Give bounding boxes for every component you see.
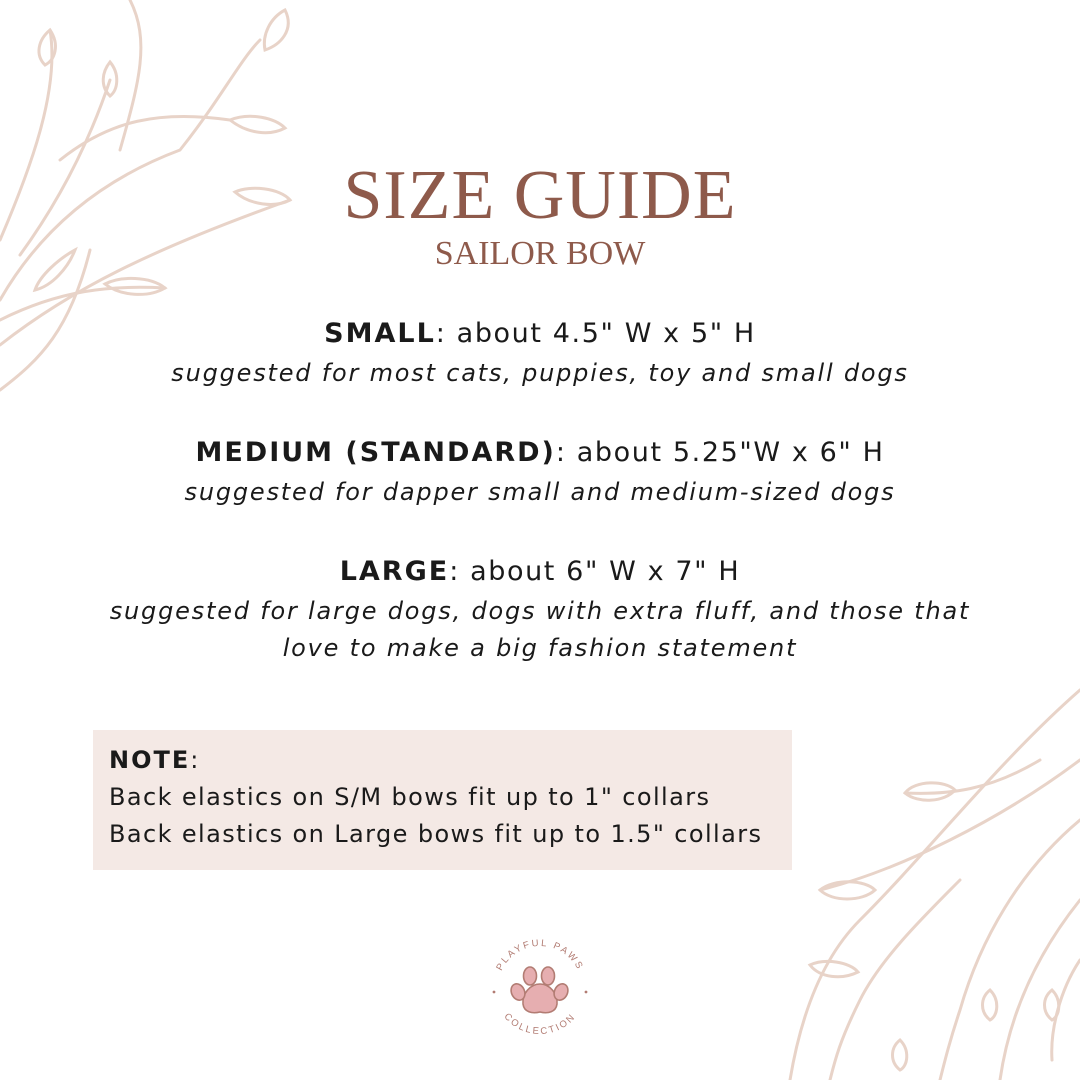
size-small (0, 316, 1080, 392)
note-heading (109, 742, 776, 779)
note-line-1: Back elastics on S/M bows fit up to 1" collars (109, 783, 711, 811)
note-box (93, 730, 792, 870)
brand-logo (480, 926, 600, 1046)
logo-dot-left (493, 991, 496, 994)
size-small-description: suggested for most cats, puppies, toy and small dogs (171, 359, 909, 387)
note-colon: : (190, 746, 200, 774)
size-large-line (0, 554, 1080, 590)
page-title: SIZE GUIDE (343, 157, 737, 234)
logo-dot-right (585, 991, 588, 994)
page-subtitle: SAILOR BOW (434, 235, 646, 272)
size-large (0, 554, 1080, 667)
note-label: NOTE (109, 746, 191, 774)
size-small-measure: : about 4.5" W x 5" H (435, 318, 756, 349)
size-small-name: SMALL (324, 318, 436, 349)
size-small-line (0, 316, 1080, 352)
logo-top-text: PLAYFUL PAWS (494, 937, 586, 973)
logo-bottom-text: COLLECTION (501, 1011, 579, 1038)
bottom-right-branch (790, 690, 1080, 1080)
size-large-measure: : about 6" W x 7" H (449, 556, 741, 587)
size-medium (0, 435, 1080, 511)
paw-print-icon (509, 967, 571, 1013)
size-large-name: LARGE (339, 556, 450, 587)
size-large-description: suggested for large dogs, dogs with extra fluff, and those that love to make a big fashion statement (109, 597, 971, 662)
size-medium-line (0, 435, 1080, 471)
size-medium-name: MEDIUM (STANDARD) (195, 437, 556, 468)
note-line-2: Back elastics on Large bows fit up to 1.5" collars (109, 820, 763, 848)
size-medium-description: suggested for dapper small and medium-sized dogs (184, 478, 896, 506)
size-medium-measure: : about 5.25"W x 6" H (555, 437, 885, 468)
